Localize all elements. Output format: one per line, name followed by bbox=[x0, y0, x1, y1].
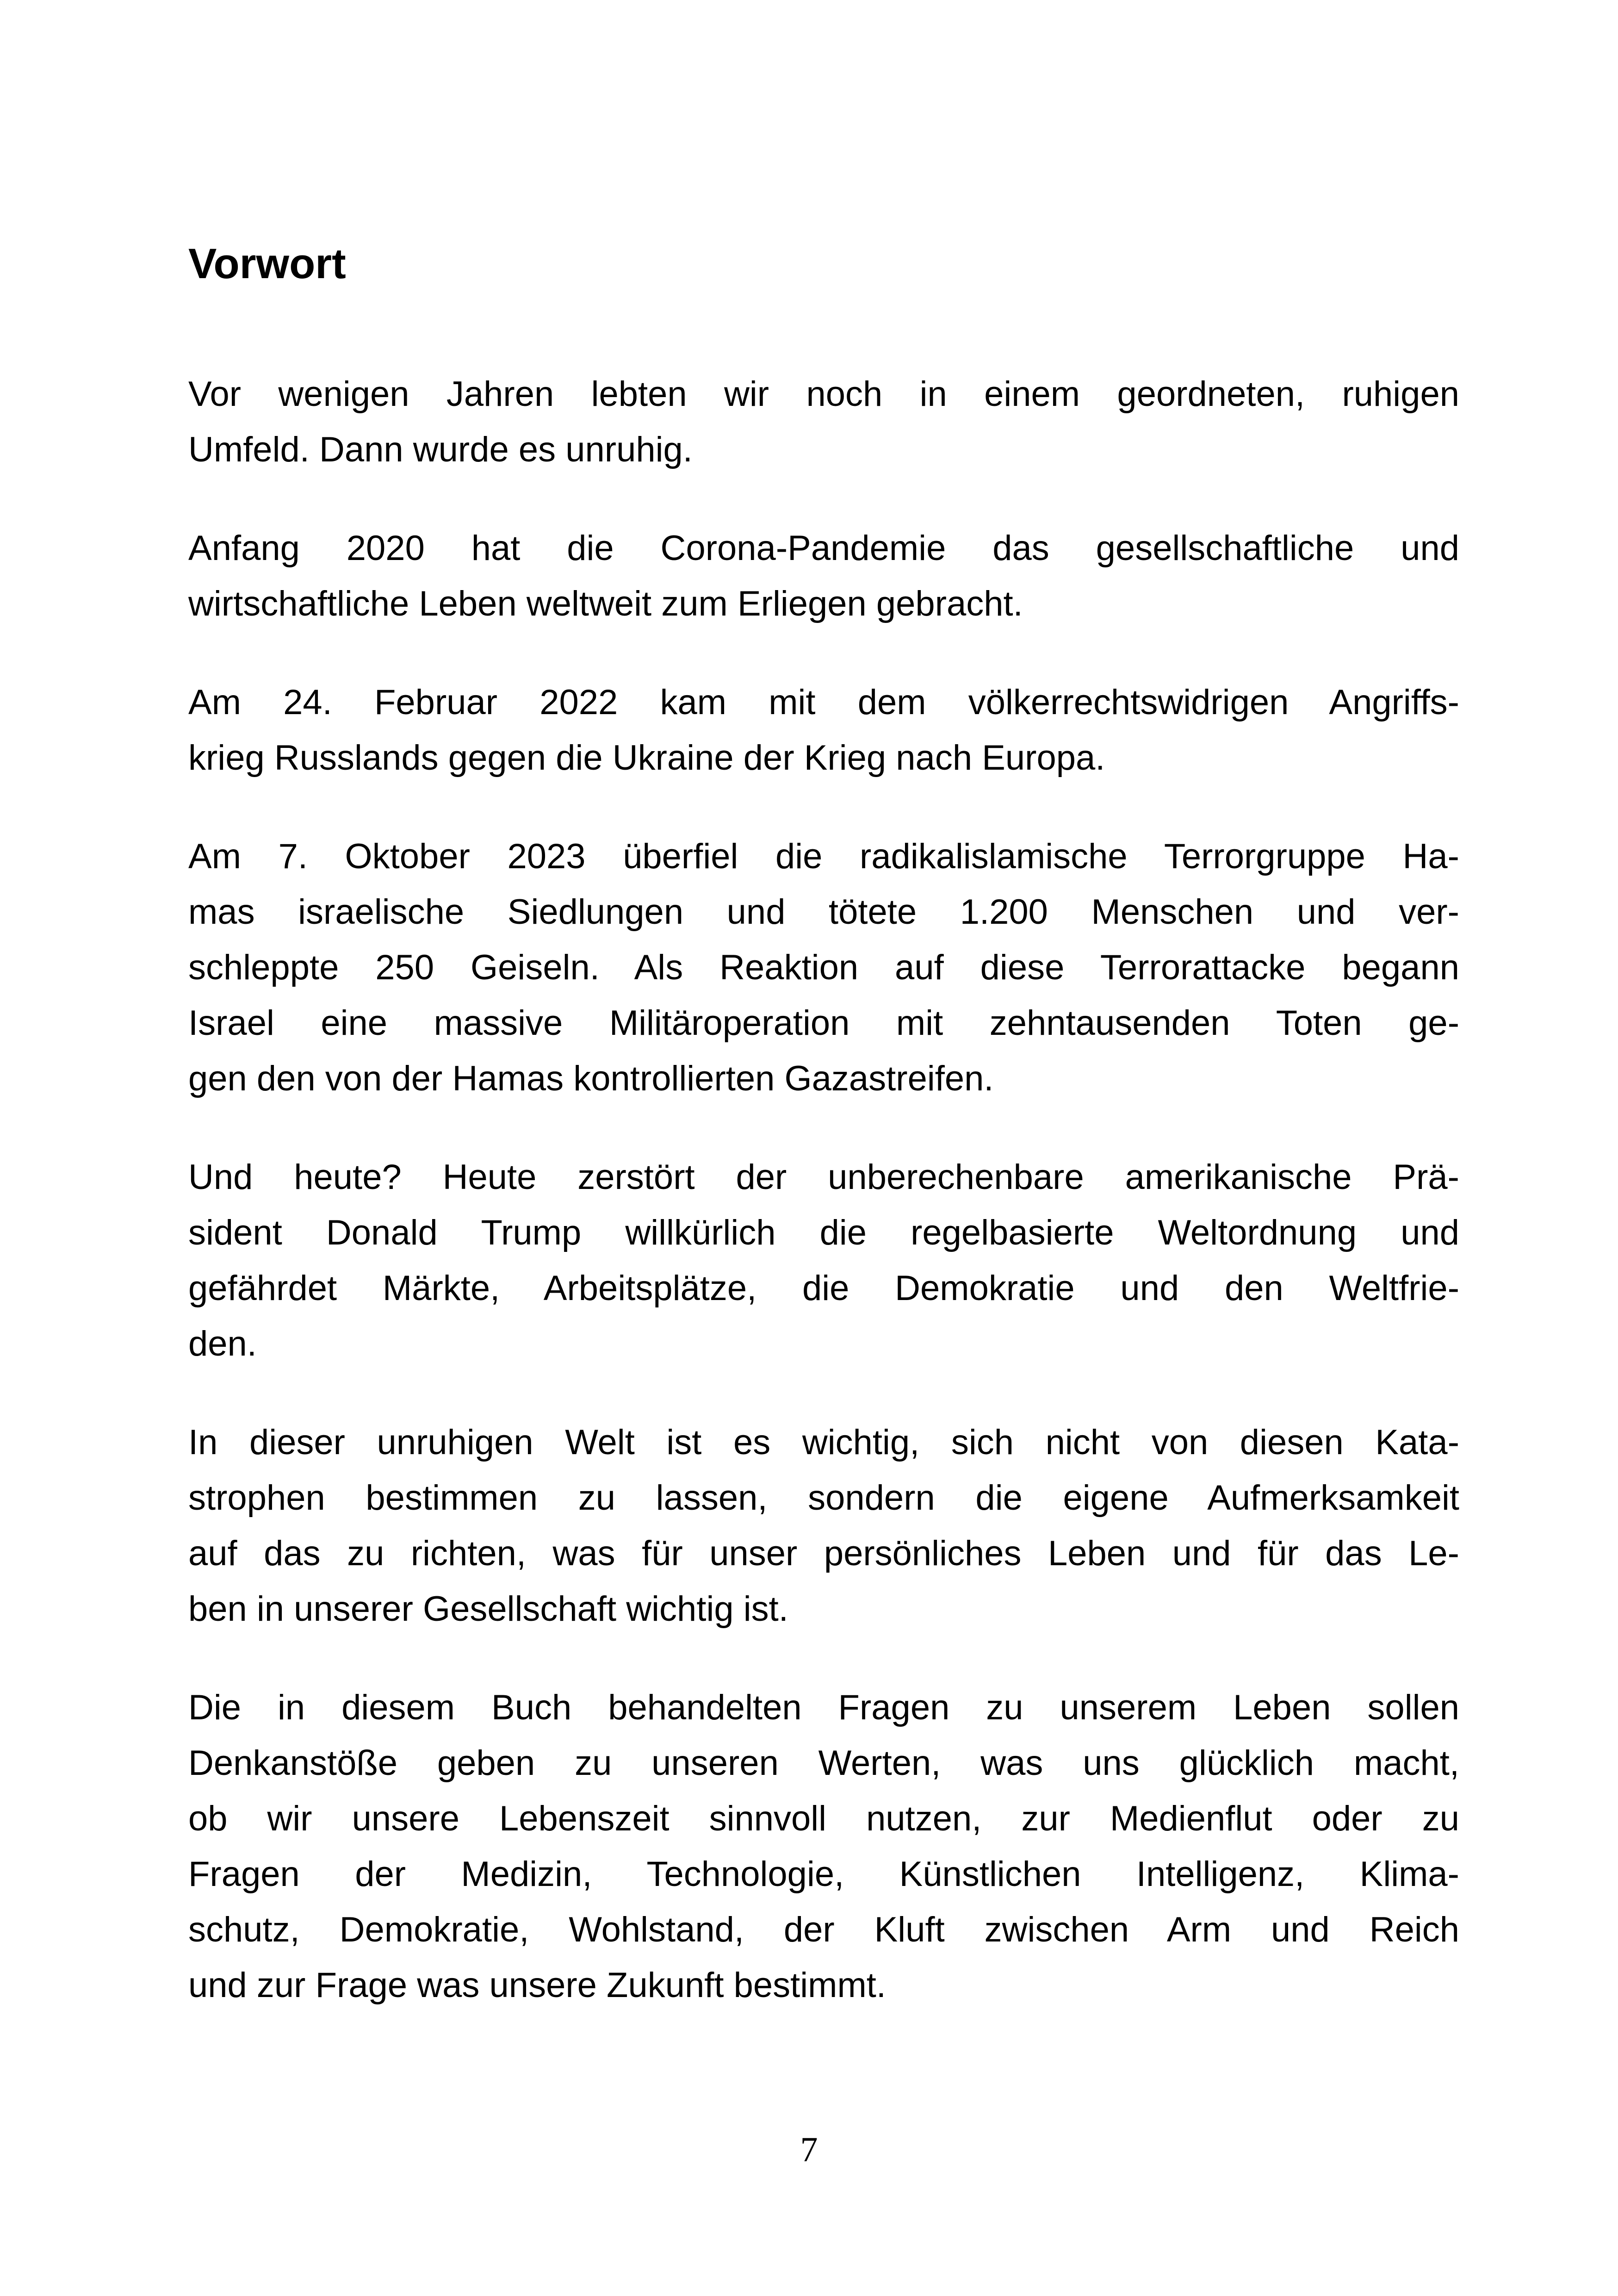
text-line: ben in unserer Gesellschaft wichtig ist. bbox=[188, 1589, 788, 1629]
text-line: gen den von der Hamas kontrollierten Gazastreifen. bbox=[188, 1059, 994, 1098]
text-line: gefährdet Märkte, Arbeitsplätze, die Demokratie und den Weltfrie- bbox=[188, 1269, 1459, 1308]
page-number: 7 bbox=[800, 2130, 818, 2169]
page-title: Vorwort bbox=[188, 240, 346, 287]
paragraph bbox=[188, 1680, 1459, 2013]
paragraph bbox=[188, 829, 1459, 1107]
text-line: Israel eine massive Militäroperation mit zehntausenden Toten ge- bbox=[188, 1003, 1459, 1043]
paragraph bbox=[188, 367, 1459, 478]
text-line: In dieser unruhigen Welt ist es wichtig, sich nicht von diesen Kata- bbox=[188, 1423, 1459, 1462]
paragraph bbox=[188, 675, 1459, 786]
text-line: und zur Frage was unsere Zukunft bestimmt. bbox=[188, 1966, 886, 2005]
text-line: Die in diesem Buch behandelten Fragen zu unserem Leben sollen bbox=[188, 1688, 1459, 1727]
text-line: den. bbox=[188, 1324, 257, 1363]
text-line: mas israelische Siedlungen und tötete 1.200 Menschen und ver- bbox=[188, 892, 1459, 932]
text-line: Vor wenigen Jahren lebten wir noch in einem geordneten, ruhigen bbox=[188, 374, 1459, 414]
text-line: Denkanstöße geben zu unseren Werten, was uns glücklich macht, bbox=[188, 1743, 1459, 1783]
text-line: Am 24. Februar 2022 kam mit dem völkerrechtswidrigen Angriffs- bbox=[188, 683, 1459, 722]
text-line: schutz, Demokratie, Wohlstand, der Kluft zwischen Arm und Reich bbox=[188, 1910, 1459, 1949]
text-line: Umfeld. Dann wurde es unruhig. bbox=[188, 430, 693, 469]
text-line: wirtschaftliche Leben weltweit zum Erliegen gebracht. bbox=[188, 584, 1023, 623]
text-line: Fragen der Medizin, Technologie, Künstlichen Intelligenz, Klima- bbox=[188, 1854, 1459, 1894]
text-line: ob wir unsere Lebenszeit sinnvoll nutzen, zur Medienflut oder zu bbox=[188, 1799, 1459, 1838]
text-line: sident Donald Trump willkürlich die regelbasierte Weltordnung und bbox=[188, 1213, 1459, 1252]
text-line: schleppte 250 Geiseln. Als Reaktion auf diese Terrorattacke begann bbox=[188, 948, 1459, 987]
body-text bbox=[188, 367, 1459, 2056]
text-line: auf das zu richten, was für unser persönliches Leben und für das Le- bbox=[188, 1534, 1459, 1573]
paragraph bbox=[188, 1415, 1459, 1637]
text-line: strophen bestimmen zu lassen, sondern die eigene Aufmerksamkeit bbox=[188, 1478, 1459, 1518]
text-line: Am 7. Oktober 2023 überfiel die radikalislamische Terrorgruppe Ha- bbox=[188, 837, 1459, 876]
paragraph bbox=[188, 1150, 1459, 1372]
text-line: Und heute? Heute zerstört der unberechenbare amerikanische Prä- bbox=[188, 1157, 1459, 1197]
text-line: krieg Russlands gegen die Ukraine der Krieg nach Europa. bbox=[188, 738, 1105, 778]
paragraph bbox=[188, 521, 1459, 632]
text-line: Anfang 2020 hat die Corona-Pandemie das gesellschaftliche und bbox=[188, 529, 1459, 568]
